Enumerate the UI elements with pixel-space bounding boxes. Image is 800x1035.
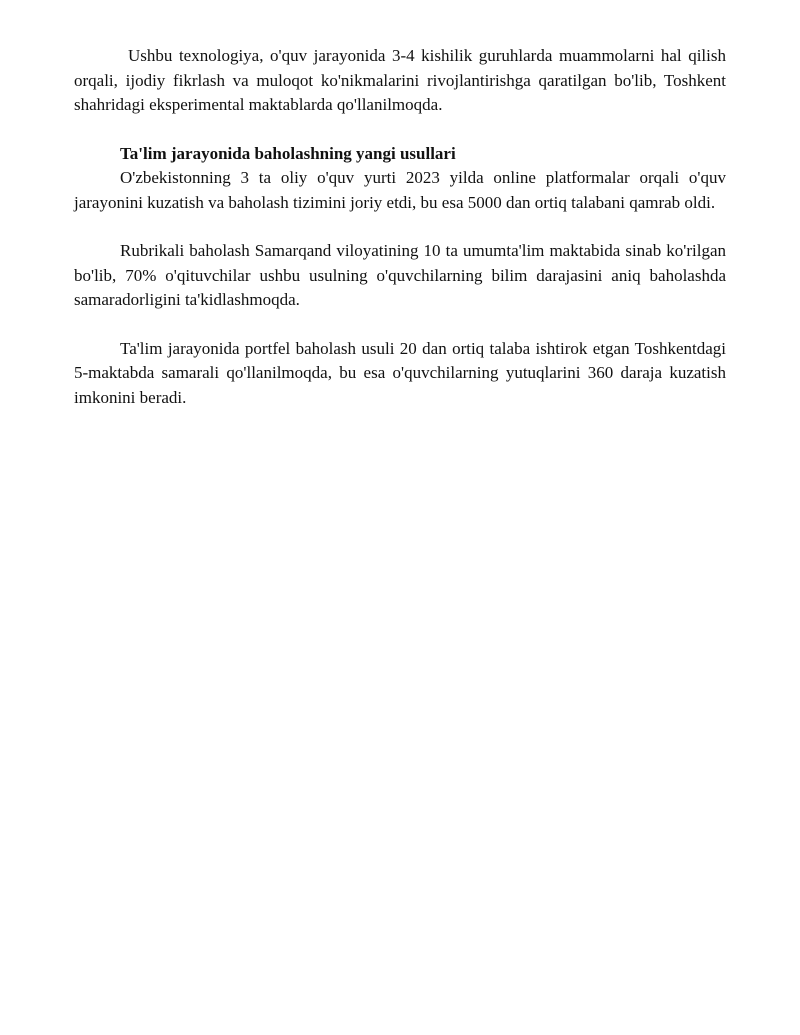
document-body	[74, 44, 726, 410]
paragraph-rubric-assessment: Rubrikali baholash Samarqand viloyatining 10 ta umumta'lim maktabida sinab ko'rilgan bo'lib, 70% o'qituvchilar ushbu usulning o'quvchilarning bilim darajasini aniq baholashda samaradorligini ta'kidlashmoqda.	[74, 241, 726, 309]
paragraph-technology: Ushbu texnologiya, o'quv jarayonida 3-4 kishilik guruhlarda muammolarni hal qilish orqali, ijodiy fikrlash va muloqot ko'nikmalarini rivojlantirishga qaratilgan bo'lib, Toshkent shahridagi eksperimental maktablarda qo'llanilmoqda.	[74, 46, 726, 114]
paragraph-portfolio-assessment: Ta'lim jarayonida portfel baholash usuli 20 dan ortiq talaba ishtirok etgan Toshkentdagi 5-maktabda samarali qo'llanilmoqda, bu esa o'quvchilarning yutuqlarini 360 daraja kuzatish imkonini beradi.	[74, 338, 726, 407]
paragraph-spacer	[74, 118, 726, 142]
paragraph-spacer	[74, 215, 726, 239]
paragraph-spacer	[74, 313, 726, 337]
paragraph-online-platforms: O'zbekistonning 3 ta oliy o'quv yurti 2023 yilda online platformalar orqali o'quv jarayonini kuzatish va baholash tizimini joriy etdi, bu esa 5000 dan ortiq talabani qamrab oldi.	[74, 168, 726, 212]
section-heading: Ta'lim jarayonida baholashning yangi usullari	[120, 143, 456, 163]
